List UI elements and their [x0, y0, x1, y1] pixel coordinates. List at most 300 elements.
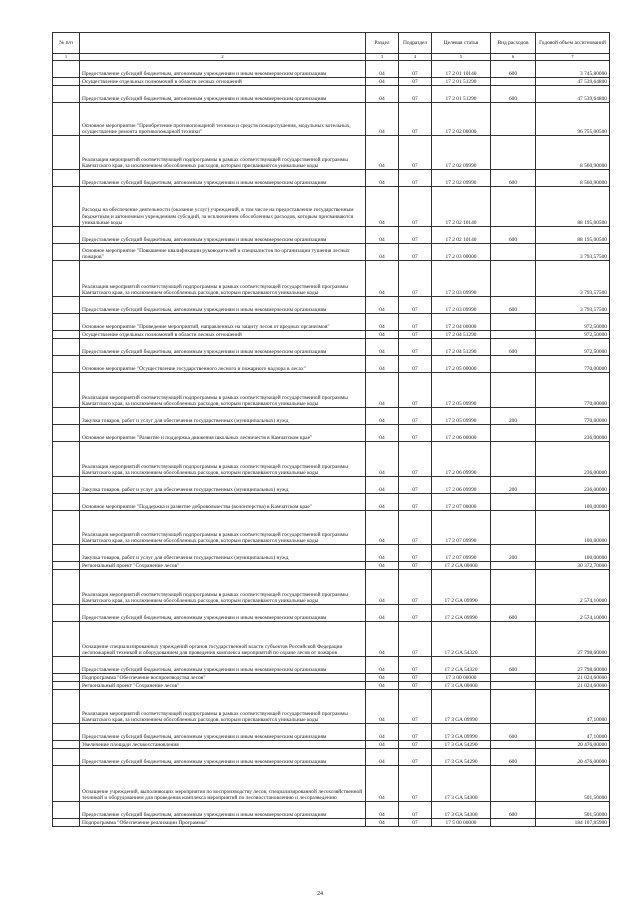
row-name-cell: Предоставление субсидий бюджетным, автономным учреждениям и иным некоммерческим организациям [80, 339, 366, 356]
row-podrazdel-cell: 07 [399, 819, 432, 827]
row-podrazdel-cell: 07 [399, 86, 432, 103]
row-vr-cell [491, 511, 536, 545]
row-podrazdel-cell: 07 [399, 227, 432, 244]
row-num-cell [53, 86, 80, 103]
row-sum-cell: 8 560,90000 [536, 170, 610, 187]
row-vr-cell [491, 442, 536, 477]
row-sum-cell: 88 195,00500 [536, 187, 610, 227]
table-row [53, 605, 610, 622]
row-csr-cell: 17 2 02 09990 [432, 170, 491, 187]
row-vr-cell [491, 425, 536, 442]
row-vr-cell [491, 674, 536, 682]
row-num-cell [53, 339, 80, 356]
row-razdel-cell: 04 [366, 477, 399, 494]
column-number: 2 [80, 54, 366, 61]
row-name-cell: Закупка товаров, работ и услуг для обеспечения государственных (муниципальных) нужд [80, 408, 366, 425]
row-sum-cell: 27 798,60000 [536, 622, 610, 657]
row-num-cell [53, 766, 80, 802]
page-number: 24 [317, 891, 323, 897]
row-csr-cell: 17 2 02 10140 [432, 187, 491, 227]
row-csr-cell: 17 2 02 09990 [432, 136, 491, 170]
col-podrazdel-header: Подраздел [399, 33, 432, 54]
row-name-cell: Реализация мероприятий соответствующей подпрограммы в рамках соответствующей государственной программы Камчатского края, за исключением обособленных расходов, которым присваиваются уникальные коды [80, 511, 366, 545]
row-razdel-cell: 04 [366, 605, 399, 622]
row-csr-cell: 17 2 02 00000 [432, 103, 491, 136]
column-number: 6 [491, 54, 536, 61]
row-csr-cell: 17 3 GA 54300 [432, 802, 491, 819]
row-csr-cell: 17 2 04 51290 [432, 331, 491, 339]
row-razdel-cell: 04 [366, 682, 399, 690]
row-vr-cell: 600 [491, 657, 536, 674]
row-name-cell: Реализация мероприятий соответствующей подпрограммы в рамках соответствующей государственной программы Камчатского края, за исключением обособленных расходов, которым присваиваются уникальные коды [80, 261, 366, 297]
row-csr-cell: 17 3 GA 00000 [432, 682, 491, 690]
table-row [53, 682, 610, 690]
column-number: 3 [366, 54, 399, 61]
row-razdel-cell: 04 [366, 170, 399, 187]
row-vr-cell [491, 261, 536, 297]
row-podrazdel-cell: 07 [399, 187, 432, 227]
row-podrazdel-cell: 07 [399, 477, 432, 494]
row-razdel-cell: 04 [366, 408, 399, 425]
row-csr-cell: 17 2 04 51290 [432, 339, 491, 356]
row-csr-cell: 17 3 GA 54290 [432, 749, 491, 766]
row-name-cell: Предоставление субсидий бюджетным, автономным учреждениям и иным некоммерческим организациям [80, 802, 366, 819]
row-csr-cell: 17 2 03 09990 [432, 261, 491, 297]
row-csr-cell: 17 3 GA 54290 [432, 741, 491, 749]
table-row [53, 570, 610, 605]
row-num-cell [53, 749, 80, 766]
row-csr-cell: 17 2 06 09990 [432, 442, 491, 477]
row-num-cell [53, 802, 80, 819]
row-razdel-cell: 04 [366, 511, 399, 545]
row-csr-cell: 17 2 07 09990 [432, 545, 491, 562]
table-row [53, 314, 610, 331]
row-podrazdel-cell: 07 [399, 802, 432, 819]
row-vr-cell: 600 [491, 61, 536, 78]
row-razdel-cell: 04 [366, 339, 399, 356]
row-num-cell [53, 682, 80, 690]
row-num-cell [53, 356, 80, 373]
row-num-cell [53, 690, 80, 724]
row-podrazdel-cell: 07 [399, 442, 432, 477]
row-csr-cell: 17 2 05 09990 [432, 408, 491, 425]
row-podrazdel-cell: 07 [399, 511, 432, 545]
row-name-cell: Предоставление субсидий бюджетным, автономным учреждениям и иным некоммерческим организациям [80, 297, 366, 314]
row-sum-cell: 47 539,64800 [536, 78, 610, 86]
row-podrazdel-cell: 07 [399, 408, 432, 425]
row-vr-cell: 600 [491, 802, 536, 819]
row-razdel-cell: 04 [366, 674, 399, 682]
row-sum-cell: 27 798,60000 [536, 657, 610, 674]
table-row [53, 136, 610, 170]
row-podrazdel-cell: 07 [399, 766, 432, 802]
row-csr-cell: 17 2 03 00000 [432, 244, 491, 261]
row-num-cell [53, 819, 80, 827]
row-csr-cell: 17 2 06 09990 [432, 477, 491, 494]
table-row [53, 766, 610, 802]
row-razdel-cell: 04 [366, 766, 399, 802]
row-vr-cell [491, 690, 536, 724]
row-csr-cell: 17 2 GA 09990 [432, 570, 491, 605]
row-csr-cell: 17 2 03 09990 [432, 297, 491, 314]
row-vr-cell: 600 [491, 339, 536, 356]
row-name-cell: Оснащение специализированных учреждений органов государственной власти субъектов Российской Федерации лесопожарной техникой и оборудованием для проведения комплекса мероприятий по охране лесов от пожаров [80, 622, 366, 657]
row-sum-cell: 100,00000 [536, 545, 610, 562]
row-name-cell: Основное мероприятие "Проведение мероприятий, направленных на защиту лесов от вредных организмов" [80, 314, 366, 331]
row-name-cell: Региональный проект "Сохранение лесов" [80, 562, 366, 570]
row-num-cell [53, 373, 80, 408]
table-row [53, 103, 610, 136]
row-num-cell [53, 78, 80, 86]
row-name-cell: Основное мероприятие "Приобретение противопожарной техники и средств пожаротушения, модульных котельных, осуществление ремонта противопожарной техники" [80, 103, 366, 136]
row-name-cell: Основное мероприятие "Повышение квалификации руководителей и специалистов по организации тушения лесных пожаров" [80, 244, 366, 261]
row-vr-cell [491, 136, 536, 170]
row-razdel-cell: 04 [366, 356, 399, 373]
row-podrazdel-cell: 07 [399, 373, 432, 408]
row-sum-cell: 236,00000 [536, 477, 610, 494]
row-podrazdel-cell: 07 [399, 356, 432, 373]
table-row [53, 297, 610, 314]
row-vr-cell [491, 331, 536, 339]
row-csr-cell: 17 3 GA 54300 [432, 766, 491, 802]
row-sum-cell: 2 574,10000 [536, 605, 610, 622]
row-num-cell [53, 570, 80, 605]
row-num-cell [53, 227, 80, 244]
row-sum-cell: 47,10000 [536, 724, 610, 741]
row-podrazdel-cell: 07 [399, 724, 432, 741]
row-podrazdel-cell: 07 [399, 605, 432, 622]
row-vr-cell [491, 570, 536, 605]
row-name-cell: Реализация мероприятий соответствующей подпрограммы в рамках соответствующей государственной программы Камчатского края, за исключением обособленных расходов, которым присваиваются уникальные коды [80, 570, 366, 605]
table-row [53, 724, 610, 741]
row-vr-cell [491, 682, 536, 690]
row-vr-cell: 600 [491, 724, 536, 741]
row-vr-cell [491, 103, 536, 136]
row-sum-cell: 3 793,57500 [536, 244, 610, 261]
row-sum-cell: 2 574,10000 [536, 570, 610, 605]
row-razdel-cell: 04 [366, 261, 399, 297]
row-razdel-cell: 04 [366, 187, 399, 227]
row-razdel-cell: 04 [366, 690, 399, 724]
row-csr-cell: 17 2 07 00000 [432, 494, 491, 511]
row-sum-cell: 972,50000 [536, 314, 610, 331]
row-vr-cell: 200 [491, 477, 536, 494]
row-name-cell: Расходы на обеспечение деятельности (оказание услуг) учреждений, в том числе на предоставление государственным бюджетным и автономным учреждениям субсидий, за исключением обособленных расходов, которым присваиваются уникальные коды [80, 187, 366, 227]
row-razdel-cell: 04 [366, 103, 399, 136]
row-podrazdel-cell: 07 [399, 622, 432, 657]
row-csr-cell: 17 2 GA 54320 [432, 622, 491, 657]
row-razdel-cell: 04 [366, 61, 399, 78]
row-csr-cell: 17 2 GA 54320 [432, 657, 491, 674]
row-num-cell [53, 331, 80, 339]
row-razdel-cell: 04 [366, 741, 399, 749]
table-row [53, 562, 610, 570]
row-podrazdel-cell: 07 [399, 562, 432, 570]
row-razdel-cell: 04 [366, 78, 399, 86]
row-name-cell: Основное мероприятие "Осуществление государственного лесного и пожарного надзора в лесах" [80, 356, 366, 373]
row-razdel-cell: 04 [366, 749, 399, 766]
table-row [53, 545, 610, 562]
row-num-cell [53, 187, 80, 227]
table-row [53, 819, 610, 827]
row-sum-cell: 21 024,60000 [536, 682, 610, 690]
row-vr-cell [491, 314, 536, 331]
row-csr-cell: 17 2 GA 09990 [432, 605, 491, 622]
row-vr-cell [491, 78, 536, 86]
row-name-cell: Предоставление субсидий бюджетным, автономным учреждениям и иным некоммерческим организациям [80, 86, 366, 103]
row-num-cell [53, 622, 80, 657]
row-csr-cell: 17 3 GA 09990 [432, 724, 491, 741]
row-csr-cell: 17 2 05 00000 [432, 356, 491, 373]
table-row [53, 442, 610, 477]
row-vr-cell [491, 494, 536, 511]
row-vr-cell [491, 766, 536, 802]
column-number: 5 [432, 54, 491, 61]
row-name-cell: Закупка товаров, работ и услуг для обеспечения государственных (муниципальных) нужд [80, 545, 366, 562]
row-csr-cell: 17 2 04 00000 [432, 314, 491, 331]
row-name-cell: Предоставление субсидий бюджетным, автономным учреждениям и иным некоммерческим организациям [80, 61, 366, 78]
row-sum-cell: 770,00000 [536, 356, 610, 373]
row-name-cell: Увеличение площади лесовосстановления [80, 741, 366, 749]
row-name-cell: Предоставление субсидий бюджетным, автономным учреждениям и иным некоммерческим организациям [80, 605, 366, 622]
row-name-cell: Подпрограмма "Обеспечение реализации Программы" [80, 819, 366, 827]
row-name-cell: Предоставление субсидий бюджетным, автономным учреждениям и иным некоммерческим организациям [80, 170, 366, 187]
row-num-cell [53, 297, 80, 314]
table-row [53, 741, 610, 749]
row-vr-cell [491, 356, 536, 373]
row-sum-cell: 47,10000 [536, 690, 610, 724]
column-number: 1 [53, 54, 80, 61]
row-sum-cell: 3 745,80000 [536, 61, 610, 78]
row-sum-cell: 20 476,00000 [536, 749, 610, 766]
row-name-cell: Реализация мероприятий соответствующей подпрограммы в рамках соответствующей государственной программы Камчатского края, за исключением обособленных расходов, которым присваиваются уникальные коды [80, 442, 366, 477]
row-razdel-cell: 04 [366, 657, 399, 674]
row-num-cell [53, 442, 80, 477]
row-num-cell [53, 724, 80, 741]
row-sum-cell: 972,50000 [536, 331, 610, 339]
row-sum-cell: 96 755,00500 [536, 103, 610, 136]
row-num-cell [53, 562, 80, 570]
table-row [53, 511, 610, 545]
row-razdel-cell: 04 [366, 622, 399, 657]
row-razdel-cell: 04 [366, 819, 399, 827]
row-vr-cell: 600 [491, 297, 536, 314]
row-vr-cell [491, 187, 536, 227]
table-row [53, 622, 610, 657]
row-podrazdel-cell: 07 [399, 170, 432, 187]
row-num-cell [53, 494, 80, 511]
row-sum-cell: 8 560,90000 [536, 136, 610, 170]
row-podrazdel-cell: 07 [399, 690, 432, 724]
row-num-cell [53, 136, 80, 170]
table-row [53, 802, 610, 819]
table-row [53, 261, 610, 297]
row-name-cell: Реализация мероприятий соответствующей подпрограммы в рамках соответствующей государственной программы Камчатского края, за исключением обособленных расходов, которым присваиваются уникальные коды [80, 373, 366, 408]
row-num-cell [53, 103, 80, 136]
row-podrazdel-cell: 07 [399, 657, 432, 674]
row-vr-cell: 600 [491, 86, 536, 103]
row-vr-cell [491, 562, 536, 570]
row-vr-cell: 600 [491, 227, 536, 244]
row-vr-cell [491, 244, 536, 261]
row-sum-cell: 100,00000 [536, 494, 610, 511]
row-sum-cell: 100,00000 [536, 511, 610, 545]
table-row [53, 494, 610, 511]
row-csr-cell: 17 3 GA 09990 [432, 690, 491, 724]
col-name-header [80, 33, 366, 54]
row-podrazdel-cell: 07 [399, 103, 432, 136]
row-num-cell [53, 61, 80, 78]
header-row [53, 33, 610, 54]
row-num-cell [53, 545, 80, 562]
row-razdel-cell: 04 [366, 86, 399, 103]
row-razdel-cell: 04 [366, 373, 399, 408]
row-num-cell [53, 477, 80, 494]
row-csr-cell: 17 2 06 00000 [432, 425, 491, 442]
row-name-cell: Реализация мероприятий соответствующей подпрограммы в рамках соответствующей государственной программы Камчатского края, за исключением обособленных расходов, которым присваиваются уникальные коды [80, 136, 366, 170]
table-row [53, 78, 610, 86]
col-num-header: № п/п [53, 33, 80, 54]
row-podrazdel-cell: 07 [399, 314, 432, 331]
row-vr-cell: 600 [491, 749, 536, 766]
row-podrazdel-cell: 07 [399, 749, 432, 766]
row-csr-cell: 17 2 GA 00000 [432, 562, 491, 570]
row-csr-cell: 17 5 00 00000 [432, 819, 491, 827]
row-num-cell [53, 511, 80, 545]
column-number: 7 [536, 54, 610, 61]
table-row [53, 674, 610, 682]
row-csr-cell: 17 2 02 10140 [432, 227, 491, 244]
row-csr-cell: 17 2 07 09990 [432, 511, 491, 545]
row-podrazdel-cell: 07 [399, 682, 432, 690]
row-razdel-cell: 04 [366, 802, 399, 819]
row-razdel-cell: 04 [366, 136, 399, 170]
col-csr-header: Целевая статья [432, 33, 491, 54]
row-name-cell: Осуществление отдельных полномочий в области лесных отношений [80, 78, 366, 86]
table-row [53, 86, 610, 103]
row-num-cell [53, 741, 80, 749]
row-sum-cell: 184 107,85900 [536, 819, 610, 827]
budget-table-page [52, 32, 609, 827]
row-sum-cell: 236,00000 [536, 425, 610, 442]
row-sum-cell: 20 476,00000 [536, 741, 610, 749]
row-csr-cell: 17 2 01 51290 [432, 78, 491, 86]
row-name-cell: Закупка товаров, работ и услуг для обеспечения государственных (муниципальных) нужд [80, 477, 366, 494]
row-num-cell [53, 244, 80, 261]
row-vr-cell [491, 373, 536, 408]
table-row [53, 657, 610, 674]
row-razdel-cell: 04 [366, 314, 399, 331]
row-podrazdel-cell: 07 [399, 741, 432, 749]
row-razdel-cell: 04 [366, 545, 399, 562]
col-sum-header: Годовой объем ассигнований [536, 33, 610, 54]
row-podrazdel-cell: 07 [399, 545, 432, 562]
row-name-cell: Предоставление субсидий бюджетным, автономным учреждениям и иным некоммерческим организациям [80, 724, 366, 741]
row-csr-cell: 17 3 00 00000 [432, 674, 491, 682]
row-num-cell [53, 605, 80, 622]
row-name-cell: Осуществление отдельных полномочий в области лесных отношений [80, 331, 366, 339]
row-podrazdel-cell: 07 [399, 425, 432, 442]
table-row [53, 227, 610, 244]
row-sum-cell: 501,50000 [536, 802, 610, 819]
row-num-cell [53, 408, 80, 425]
table-row [53, 339, 610, 356]
row-podrazdel-cell: 07 [399, 61, 432, 78]
row-vr-cell: 200 [491, 545, 536, 562]
row-sum-cell: 501,50000 [536, 766, 610, 802]
table-row [53, 408, 610, 425]
row-razdel-cell: 04 [366, 425, 399, 442]
col-razdel-header: Раздел [366, 33, 399, 54]
row-name-cell: Оснащение учреждений, выполняющих мероприятия по воспроизводству лесов, специализированной лесохозяйственной техникой и оборудованием для проведения комплекса мероприятий по лесовосстановлению и лесоразведению [80, 766, 366, 802]
row-num-cell [53, 674, 80, 682]
row-razdel-cell: 04 [366, 297, 399, 314]
column-number: 4 [399, 54, 432, 61]
row-razdel-cell: 04 [366, 244, 399, 261]
row-sum-cell: 3 793,57500 [536, 261, 610, 297]
row-vr-cell [491, 622, 536, 657]
row-razdel-cell: 04 [366, 331, 399, 339]
row-sum-cell: 972,50000 [536, 339, 610, 356]
row-podrazdel-cell: 07 [399, 494, 432, 511]
row-razdel-cell: 04 [366, 724, 399, 741]
table-body [53, 61, 610, 827]
row-num-cell [53, 314, 80, 331]
row-podrazdel-cell: 07 [399, 136, 432, 170]
row-podrazdel-cell: 07 [399, 261, 432, 297]
table-row [53, 690, 610, 724]
row-name-cell: Реализация мероприятий соответствующей подпрограммы в рамках соответствующей государственной программы Камчатского края, за исключением обособленных расходов, которым присваиваются уникальные коды [80, 690, 366, 724]
table-row [53, 187, 610, 227]
row-vr-cell: 600 [491, 170, 536, 187]
row-sum-cell: 21 024,60000 [536, 674, 610, 682]
row-vr-cell: 600 [491, 605, 536, 622]
row-name-cell: Предоставление субсидий бюджетным, автономным учреждениям и иным некоммерческим организациям [80, 657, 366, 674]
row-name-cell: Основное мероприятие "Развитие и поддержка движения школьных лесничеств в Камчатском крае" [80, 425, 366, 442]
row-name-cell: Подпрограмма "Обеспечение воспроизводства лесов" [80, 674, 366, 682]
row-num-cell [53, 657, 80, 674]
row-sum-cell: 47 539,64800 [536, 86, 610, 103]
row-csr-cell: 17 2 01 51290 [432, 86, 491, 103]
row-num-cell [53, 170, 80, 187]
col-vr-header: Вид расходов [491, 33, 536, 54]
row-name-cell: Региональный проект "Сохранение лесов" [80, 682, 366, 690]
row-podrazdel-cell: 07 [399, 244, 432, 261]
row-csr-cell: 17 2 01 10140 [432, 61, 491, 78]
row-sum-cell: 3 793,57500 [536, 297, 610, 314]
row-vr-cell [491, 819, 536, 827]
row-name-cell: Предоставление субсидий бюджетным, автономным учреждениям и иным некоммерческим организациям [80, 227, 366, 244]
table-row [53, 170, 610, 187]
row-razdel-cell: 04 [366, 494, 399, 511]
row-sum-cell: 236,00000 [536, 442, 610, 477]
table-row [53, 244, 610, 261]
table-row [53, 356, 610, 373]
row-podrazdel-cell: 07 [399, 570, 432, 605]
row-sum-cell: 88 195,00500 [536, 227, 610, 244]
row-podrazdel-cell: 07 [399, 331, 432, 339]
row-podrazdel-cell: 07 [399, 78, 432, 86]
column-number-row [53, 54, 610, 61]
budget-table [52, 32, 610, 827]
row-podrazdel-cell: 07 [399, 339, 432, 356]
table-row [53, 373, 610, 408]
row-vr-cell: 200 [491, 408, 536, 425]
row-sum-cell: 770,00000 [536, 408, 610, 425]
table-row [53, 477, 610, 494]
row-sum-cell: 770,00000 [536, 373, 610, 408]
row-vr-cell [491, 741, 536, 749]
